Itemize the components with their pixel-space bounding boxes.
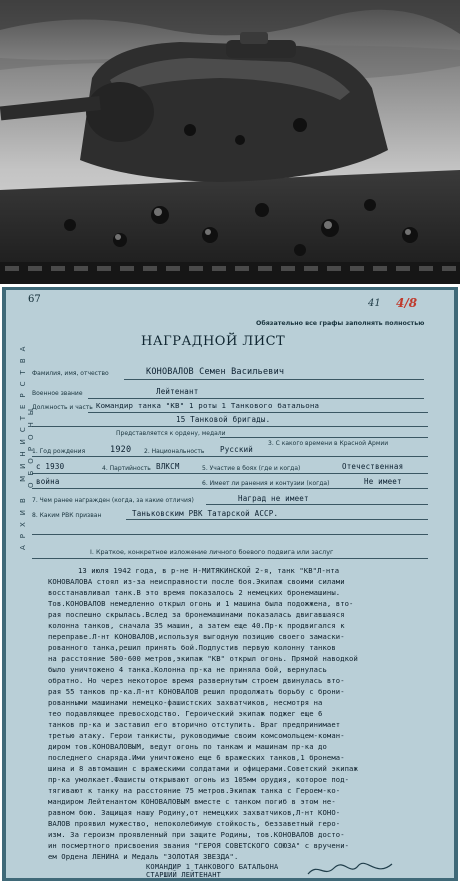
body-line: диром тов.КОНОВАЛОВЫМ, ведут огонь по танкам и машинам пр-ка до	[48, 742, 327, 751]
award-sheet-scan	[2, 287, 458, 881]
red-pencil-mark: 4/8	[396, 296, 418, 310]
q1-label: 1. Год рождения	[32, 448, 86, 455]
q5-value: Отечественная	[342, 462, 404, 471]
body-line: было уничтожено 4 танка.Колонна пр-ка не приняла бой, вернулась	[48, 665, 327, 674]
q3-label: 3. С какого времени в Красной Армии	[268, 440, 389, 447]
position-value: Командир танка "КВ" 1 роты 1 Танкового батальона	[96, 401, 320, 410]
q6-label: 6. Имеет ли ранения и контузии (когда)	[202, 480, 330, 487]
rank-value: Лейтенант	[156, 387, 199, 396]
position-underline	[88, 412, 428, 413]
signature-scribble	[306, 860, 396, 880]
body-line: Тов.КОНОВАЛОВ немедленно открыл огонь и 1 машина была подожжена, вто-	[48, 599, 354, 608]
position-underline-2	[32, 426, 428, 427]
body-line: на расстояние 500-600 метров,экипаж "КВ" открыл огонь. Прямой наводкой	[48, 654, 358, 663]
row6-underline	[32, 534, 428, 535]
body-line: ем Ордена ЛЕНИНА и Медаль "ЗОЛОТАЯ ЗВЕЗДА".	[48, 852, 239, 861]
body-line: третью атаку. Герои танкисты, руководимые своим комсомольцем-коман-	[48, 731, 345, 740]
q8-value: Таньковским РВК Татарской АССР.	[132, 509, 279, 518]
page-number: 67	[28, 294, 41, 305]
body-line: тягивают к танку на расстояние 75 метров.Экипаж танка с Героем-ко-	[48, 786, 341, 795]
q3-value: с 1930	[36, 462, 65, 471]
row4-underline	[206, 504, 428, 505]
q4-value: ВЛКСМ	[156, 462, 180, 471]
q7-label: 7. Чем ранее награжден (когда, за какие отличия)	[32, 497, 194, 504]
body-line: ин посмертного присвоения звания "ГЕРОЯ СОВЕТСКОГО СОЮЗА" с вручени-	[48, 841, 350, 850]
body-line: восстанавливал танк.В это время показалось 2 немецких бронемашины.	[48, 588, 341, 597]
row3-underline	[32, 488, 428, 489]
presented-underline	[220, 437, 428, 438]
name-label: Фамилия, имя, отчество	[32, 370, 109, 377]
tank-photograph	[0, 0, 460, 284]
q2-label: 2. Национальность	[144, 448, 205, 455]
notice-text: Обязательно все графы заполнять полностью	[256, 320, 425, 327]
body-line: равном бою. Защищая нашу Родину,от немецких захватчиков,Л-нт КОНО-	[48, 808, 341, 817]
body-line: тео подавляющее превосходство. Героический экипаж поджег еще 6	[48, 709, 323, 718]
section-divider	[32, 558, 428, 559]
body-line: обратно. Но через некоторое время развернутым строем двинулась вто-	[48, 676, 345, 685]
q4-label: 4. Партийность	[102, 465, 151, 472]
body-line: шина и 8 автомашин с вражескими солдатами и офицерами.Советский экипаж	[48, 764, 358, 773]
presented-label: Представляется к ордену, медали	[116, 430, 226, 437]
position-label: Должность и часть	[32, 404, 93, 411]
rank-label: Военное звание	[32, 390, 83, 397]
signature-title: КОМАНДИР 1 ТАНКОВОГО БАТАЛЬОНА	[146, 863, 279, 871]
row1-underline	[32, 456, 428, 457]
body-line: 13 июля 1942 года, в р-не Н-МИТЯКИНСКОЙ 2-я, танк "КВ"Л-нта	[78, 566, 340, 575]
body-line: рая 55 танков пр-ка.Л-нт КОНОВАЛОВ решил продолжать борьбу с брони-	[48, 687, 345, 696]
body-line: пр-ка умолкает.Фашисты открывают огонь из 105мм орудия, которое под-	[48, 775, 350, 784]
body-line: ВАЛОВ проявил мужество, непоколебимую стойкость, беззаветный геро-	[48, 819, 341, 828]
name-value: КОНОВАЛОВ Семен Васильевич	[146, 367, 285, 377]
q1-value: 1920	[110, 445, 132, 455]
award-sheet-paper	[6, 290, 454, 878]
body-line: колонна танков, сначала 35 машин, а затем еще 40.Пр-к продвигался к	[48, 621, 345, 630]
q5-label: 5. Участие в боях (где и когда)	[202, 465, 301, 472]
body-line: танков пр-ка и заставил его вторично отступить. Враг предпринимает	[48, 720, 341, 729]
name-underline	[124, 379, 424, 380]
rank-underline	[88, 398, 424, 399]
q8-label: 8. Каким РВК призван	[32, 512, 102, 519]
body-line: рованными машинами немецко-фашистских захватчиков, несмотря на	[48, 698, 323, 707]
row5-underline	[126, 519, 428, 520]
body-line: последнего снаряда.Ими уничтожено еще 6 вражеских танков,1 бронема-	[48, 753, 345, 762]
handwritten-number: 41	[368, 298, 381, 309]
q2-value: Русский	[220, 445, 254, 454]
signature-rank: СТАРШИЙ ЛЕЙТЕНАНТ	[146, 871, 222, 879]
q6-value: Не имеет	[364, 477, 402, 486]
document-title: НАГРАДНОЙ ЛИСТ	[141, 334, 286, 349]
row2-underline	[32, 473, 428, 474]
body-line: рованного танка,решил принять бой.Подпустив первую колонну танков	[48, 643, 336, 652]
q7-value: Наград не имеет	[238, 494, 309, 503]
q5-value-2: война	[36, 477, 60, 486]
body-line: КОНОВАЛОВА стоял из-за неисправности после боя.Экипаж своими силами	[48, 577, 345, 586]
body-line: переправе.Л-нт КОНОВАЛОВ,используя выгодную позицию своего замаски-	[48, 632, 345, 641]
body-line: мандиром Лейтенантом КОНОВАЛОВЫМ вместе с танком погиб в этом не-	[48, 797, 336, 806]
position-value-2: 15 Танковой бригады.	[176, 415, 271, 424]
section-heading: I. Краткое, конкретное изложение личного боевого подвига или заслуг	[90, 548, 334, 556]
margin-stamp: АРХИВ МИНИСТЕРСТВА ОБОРОНЫ	[19, 339, 35, 551]
body-line: изм. За героизм проявленный при защите Родины, тов.КОНОВАЛОВ досто-	[48, 830, 345, 839]
body-line: рая поспешно скрылась.Вслед за бронемашинами показалась двигавшаяся	[48, 610, 345, 619]
